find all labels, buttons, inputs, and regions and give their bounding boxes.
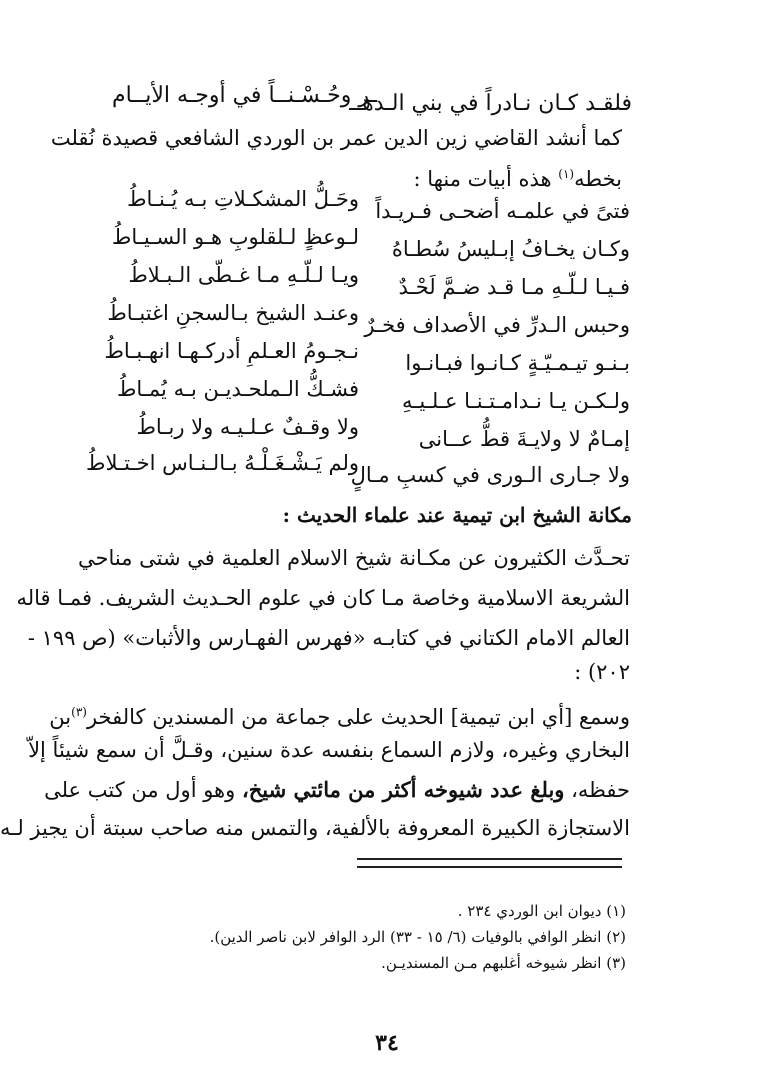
poem-hemistich-left: ولا وقـفٌ عـلـيـه ولا ربـاطُ xyxy=(136,415,359,439)
paragraph-line: ٢٠٢) : xyxy=(574,660,630,684)
paragraph-line: الاستجازة الكبيرة المعروفة بالألفية، والتمس منه صاحب سبتة أن يجيز لـه xyxy=(0,816,630,840)
poem-hemistich-right: ولا جـارى الـورى في كسبِ مـالٍ xyxy=(350,463,630,487)
footnote-rule-upper xyxy=(357,858,622,860)
poem-hemistich-left: ويـا لـلّـهِ مـا غـطّى الـبـلاطُ xyxy=(128,263,359,287)
poem-hemistich-left: وعنـد الشيخ بـالسجنِ اغتبـاطُ xyxy=(107,301,359,325)
paragraph-line: العالم الامام الكتاني في كتابـه «فهرس الفهـارس والأثبات» (ص ١٩٩ - xyxy=(27,626,630,650)
poem-hemistich-left: فشـكُّ الـملحـديـن بـه يُمـاطُ xyxy=(116,377,359,401)
poem-verse xyxy=(12,451,762,494)
poem-hemistich-left: ولم يَـشْـغَـلْـهُ بـالـنـاس اخـتـلاطُ xyxy=(86,451,359,475)
poem-hemistich-left: لـوعظٍ لـلقلوبِ هـو السـيـاطُ xyxy=(111,225,359,249)
page-number: ٣٤ xyxy=(375,1030,399,1056)
intro-line-1: كما أنشد القاضي زين الدين عمر بن الوردي الشافعي قصيدة نُقلت xyxy=(50,126,622,150)
poem-hemistich-left: نـجـومُ العـلمِ أدركـهـا انهـبـاطُ xyxy=(104,339,359,363)
footnote-2: (٢) انظر الوافي بالوفيات (٦/ ١٥ - ٣٣) الرد الوافر لابن ناصر الدين). xyxy=(209,928,626,946)
intro-line-2-text: بخطه xyxy=(574,167,622,191)
footnote-3: (٣) انظر شيوخه أغلبهم مـن المسنديـن. xyxy=(381,954,626,972)
poem-hemistich-right: وحبس الـدرِّ في الأصداف فخـرٌ xyxy=(364,313,630,337)
top-verse-left-hemistich: ـر وحُـسْـنــاً في أوجـه الأيــام xyxy=(112,83,377,108)
top-verse-right-hemistich: فلقـد كـان نـادراً في بني الـدهــ xyxy=(349,91,632,116)
poem-hemistich-right: ولـكـن يـا نـدامـتـنـا عـلـيـهِ xyxy=(401,389,630,413)
paragraph-line: البخاري وغيره، ولازم السماع بنفسه عدة سنين، وقـلَّ أن سمع شيئاً إلاّ xyxy=(28,738,630,762)
footnote-ref-3: (٣) xyxy=(71,705,87,719)
poem-hemistich-right: وكـان يخـافُ إبـليسُ سُطـاهُ xyxy=(391,237,630,261)
footnote-rule-lower xyxy=(357,866,622,868)
poem-hemistich-right: إمـامٌ لا ولايـةَ قطُّ عــانى xyxy=(418,427,630,451)
para2-line3-end: وهو أول من كتب على xyxy=(44,778,242,802)
intro-line-2-rest: هذه أبيات منها : xyxy=(413,167,559,191)
para2-line3-bold: وبلغ عدد شيوخه أكثر من مائتي شيخ، xyxy=(241,777,565,802)
poem-hemistich-right: فتىً في علمـه أضحـى فـريـداً xyxy=(375,199,630,223)
paragraph-line: تحـدَّث الكثيرون عن مكـانة شيخ الاسلام العلمية في شتى مناحي xyxy=(77,546,630,570)
para2-line3-start: حفظه، xyxy=(564,778,630,802)
footnote-1: (١) ديوان ابن الوردي ٢٣٤ . xyxy=(457,902,626,920)
footnote-ref-1: (١) xyxy=(558,167,575,181)
para2-line1-end: بن xyxy=(49,705,72,729)
section-heading: مكانة الشيخ ابن تيمية عند علماء الحديث : xyxy=(282,503,632,527)
poem-hemistich-right: فـيـا لـلّـهِ مـا قـد ضـمَّ لَحْـدٌ xyxy=(398,275,630,299)
paragraph-line: الشريعة الاسلامية وخاصة مـا كان في علوم الحـديث الشريف. فمـا قاله xyxy=(16,586,630,610)
para2-line1-text: وسمع [أي ابن تيمية] الحديث على جماعة من المسندين كالفخر xyxy=(86,705,630,729)
paragraph-line xyxy=(44,770,630,810)
poem-hemistich-right: بـنـو تيـمـيّـةٍ كـانـوا فبـانـوا xyxy=(405,351,630,375)
poem-hemistich-left: وحَـلُّ المشكـلاتِ بـه يُـنـاطُ xyxy=(127,187,359,211)
